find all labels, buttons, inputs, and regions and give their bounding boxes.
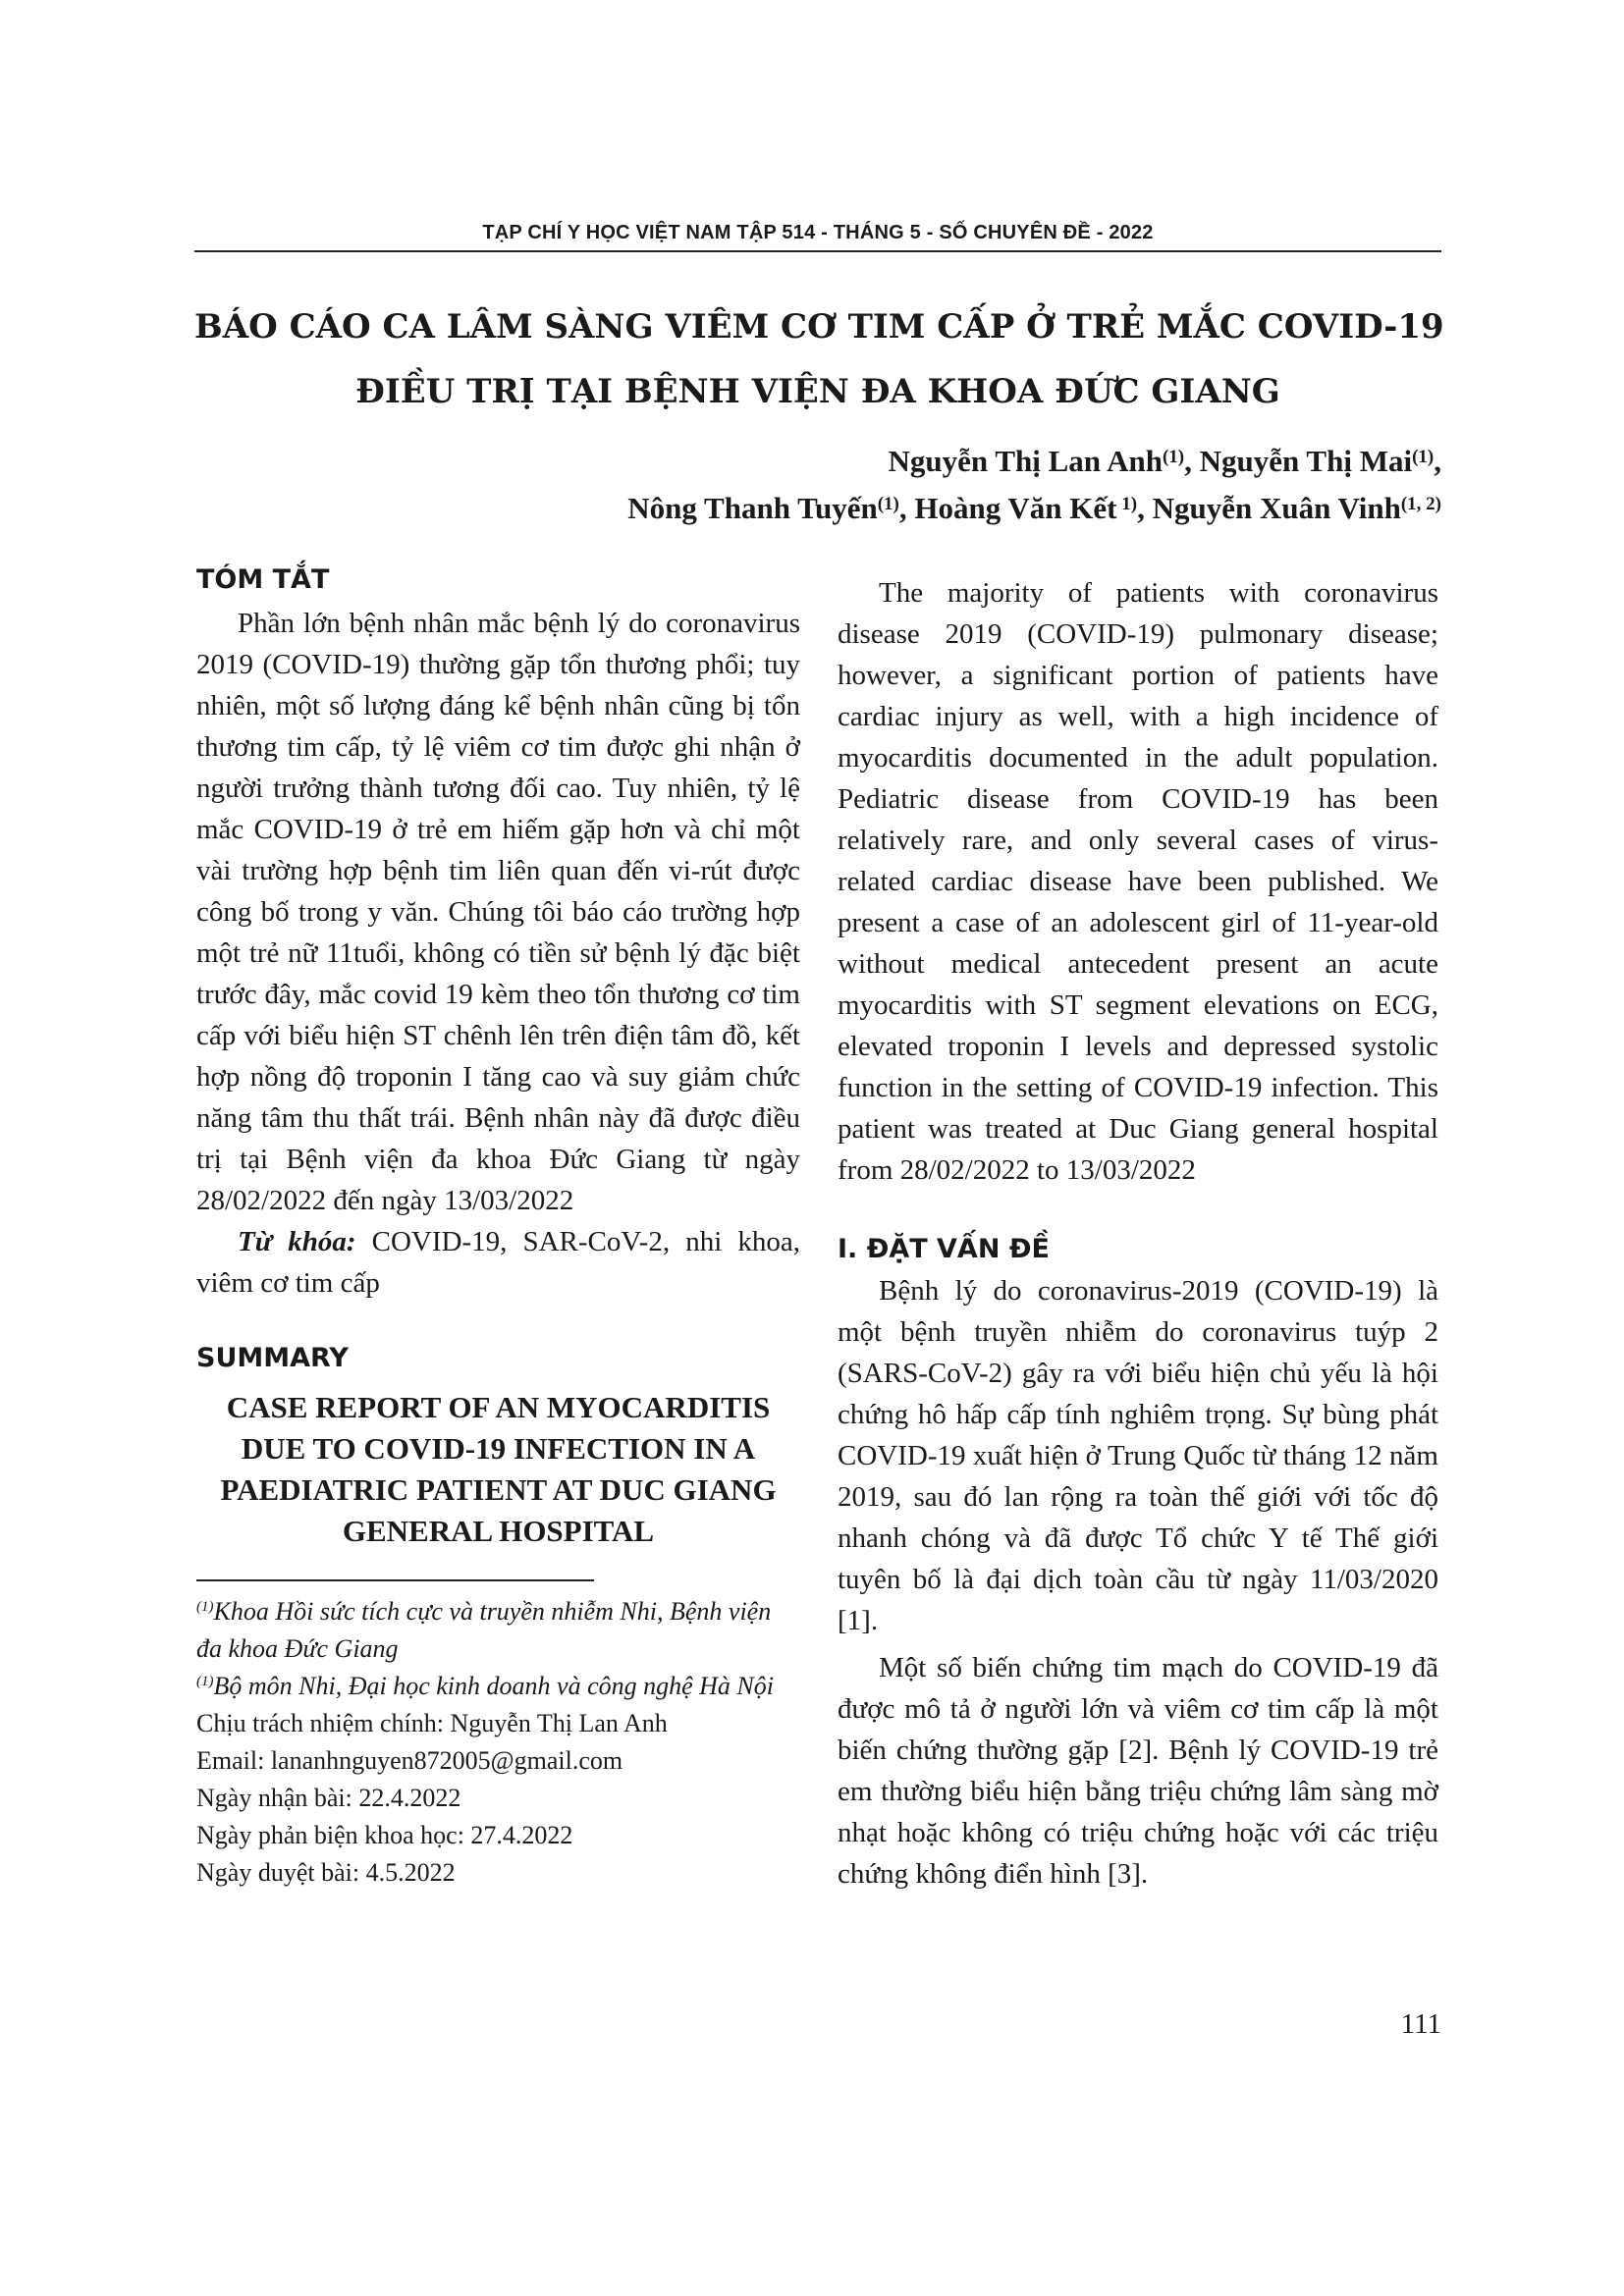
footnote-rule xyxy=(196,1579,594,1581)
abstract-heading: TÓM TẮT xyxy=(196,564,330,595)
author-separator: , xyxy=(898,491,915,525)
author-separator: , xyxy=(1184,444,1200,478)
author-name: Nguyễn Xuân Vinh xyxy=(1152,491,1401,525)
footnote-affiliation-2-text: Bộ môn Nhi, Đại học kinh doanh và công nghệ Hà Nội xyxy=(213,1672,774,1700)
left-column xyxy=(196,564,800,1892)
summary-body: The majority of patients with coronavirus disease 2019 (COVID-19) pulmonary disease; however, a significant portion of patients have cardiac injury as well, with a high incidence of myocarditis documented in the adult population. Pediatric disease from COVID-19 has been relatively rare, and only several cases of virus-related cardiac disease have been published. We present a case of an adolescent girl of 11-year-old without medical antecedent present an acute myocarditis with ST segment elevations on ECG, elevated troponin I levels and depressed systolic function in the setting of COVID-19 infection. This patient was treated at Duc Giang general hospital from 28/02/2022 to 13/03/2022 xyxy=(838,577,1438,1186)
author-line-2 xyxy=(627,485,1441,532)
footnote-affiliation-2 xyxy=(196,1668,800,1705)
keywords-label: Từ khóa: xyxy=(238,1226,356,1257)
footnote-affiliation-1-text: Khoa Hồi sức tích cực và truyền nhiễm Nhi, Bệnh viện đa khoa Đức Giang xyxy=(196,1597,772,1663)
author-name: Nguyễn Thị Lan Anh xyxy=(888,444,1163,478)
author-affiliation-mark: (1, 2) xyxy=(1400,494,1441,514)
footnote-corresponding-author: Chịu trách nhiệm chính: Nguyễn Thị Lan Anh xyxy=(196,1709,668,1737)
article-title xyxy=(194,294,1444,424)
author-affiliation-mark: 1) xyxy=(1116,494,1138,514)
footnotes xyxy=(196,1593,800,1892)
header-rule xyxy=(194,250,1441,252)
article-title-line-1: BÁO CÁO CA LÂM SÀNG VIÊM CƠ TIM CẤP Ở TRẺ MẮC COVID-19 xyxy=(194,307,1444,347)
abstract-body: Phần lớn bệnh nhân mắc bệnh lý do coronavirus 2019 (COVID-19) thường gặp tổn thương phổi; tuy nhiên, một số lượng đáng kể bệnh nhân cũng bị tổn thương tim cấp, tỷ lệ viêm cơ tim được ghi nhận ở người trưởng thành tương đối cao. Tuy nhiên, tỷ lệ mắc COVID-19 ở trẻ em hiếm gặp hơn và chỉ một vài trường hợp bệnh tim liên quan đến vi-rút được công bố trong y văn. Chúng tôi báo cáo trường hợp một trẻ nữ 11tuổi, không có tiền sử bệnh lý đặc biệt trước đây, mắc covid 19 kèm theo tổn thương cơ tim cấp với biểu hiện ST chênh lên trên điện tâm đồ, kết hợp nồng độ troponin I tăng cao và suy giảm chức năng tâm thu thất trái. Bệnh nhân này đã được điều trị tại Bệnh viện đa khoa Đức Giang từ ngày 28/02/2022 đến ngày 13/03/2022 xyxy=(196,608,800,1216)
author-line-1 xyxy=(627,438,1441,485)
summary-heading: SUMMARY xyxy=(196,1343,349,1373)
author-affiliation-mark: (1) xyxy=(1162,447,1185,467)
keywords-list: COVID-19, SAR-CoV-2, nhi khoa, viêm cơ tim cấp xyxy=(196,1226,800,1299)
author-separator: , xyxy=(1137,491,1153,525)
article-title-line-2: ĐIỀU TRỊ TẠI BỆNH VIỆN ĐA KHOA ĐỨC GIANG xyxy=(355,372,1280,411)
footnote-email: Email: lananhnguyen872005@gmail.com xyxy=(196,1746,623,1775)
footnote-mark: (1) xyxy=(196,1599,214,1615)
right-column xyxy=(838,572,1438,1895)
author-affiliation-mark: (1) xyxy=(877,494,899,514)
author-name: Nông Thanh Tuyến xyxy=(627,491,878,525)
page-number: 111 xyxy=(1400,2008,1441,2040)
section-1-heading: I. ĐẶT VẤN ĐỀ xyxy=(838,1234,1050,1264)
footnote-mark: (1) xyxy=(196,1674,214,1689)
summary-title: CASE REPORT OF AN MYOCARDITIS DUE TO COVID-19 INFECTION IN A PAEDIATRIC PATIENT AT DUC GIANG GENERAL HOSPITAL xyxy=(220,1390,777,1548)
journal-running-head: TẠP CHÍ Y HỌC VIỆT NAM TẬP 514 - THÁNG 5 - SỐ CHUYÊN ĐỀ - 2022 xyxy=(482,222,1154,243)
author-name: Hoàng Văn Kết xyxy=(914,491,1117,525)
author-affiliation-mark: (1) xyxy=(1412,447,1435,467)
keywords xyxy=(196,1221,800,1304)
author-list xyxy=(627,438,1441,532)
section-1-paragraph-1: Bệnh lý do coronavirus-2019 (COVID-19) là một bệnh truyền nhiễm do coronavirus tuýp 2 (SARS-CoV-2) gây ra với biểu hiện chủ yếu là hội chứng hô hấp cấp tính nghiêm trọng. Sự bùng phát COVID-19 xuất hiện ở Trung Quốc từ tháng 12 năm 2019, sau đó lan rộng ra toàn thế giới với tốc độ nhanh chóng và đã được Tổ chức Y tế Thế giới tuyên bố là đại dịch toàn cầu từ ngày 11/03/2020 [1]. xyxy=(838,1275,1438,1636)
footnote-received-date: Ngày nhận bài: 22.4.2022 xyxy=(196,1784,461,1812)
section-1-paragraph-2: Một số biến chứng tim mạch do COVID-19 đã được mô tả ở người lớn và viêm cơ tim cấp là một biến chứng thường gặp [2]. Bệnh lý COVID-19 trẻ em thường biểu hiện bằng triệu chứng lâm sàng mờ nhạt hoặc không có triệu chứng hoặc với các triệu chứng không điển hình [3]. xyxy=(838,1652,1438,1890)
footnote-accepted-date: Ngày duyệt bài: 4.5.2022 xyxy=(196,1858,456,1887)
footnote-review-date: Ngày phản biện khoa học: 27.4.2022 xyxy=(196,1821,573,1849)
author-name: Nguyễn Thị Mai xyxy=(1199,444,1413,478)
footnote-affiliation-1 xyxy=(196,1593,800,1668)
author-separator: , xyxy=(1434,444,1441,478)
